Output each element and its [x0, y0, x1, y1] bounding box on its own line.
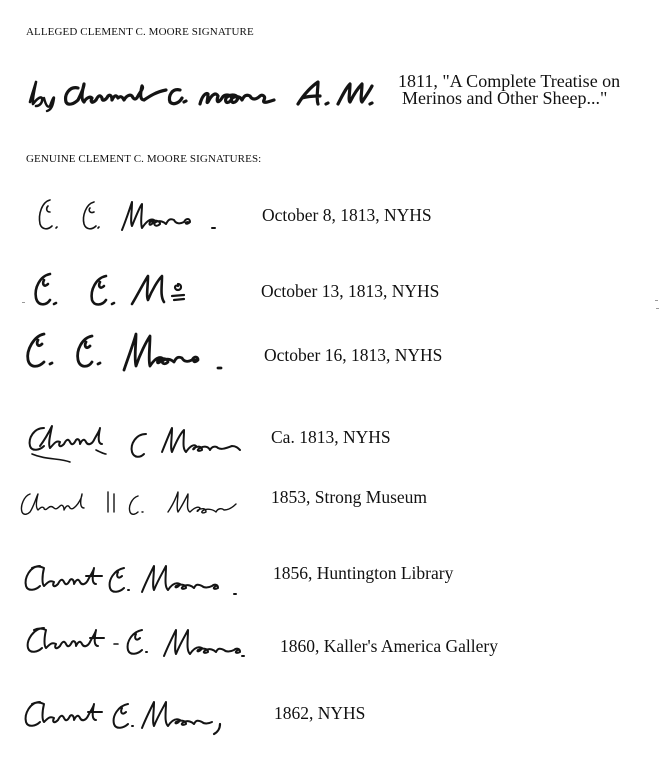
alleged-signature-image	[26, 76, 376, 112]
genuine-signature-image-1	[34, 194, 224, 238]
genuine-caption-3: October 16, 1813, NYHS	[264, 345, 443, 365]
scan-speck	[655, 300, 658, 301]
alleged-caption-line1: 1811, "A Complete Treatise on	[398, 71, 621, 91]
genuine-signature-image-7	[24, 620, 249, 664]
genuine-caption-2: October 13, 1813, NYHS	[261, 281, 440, 301]
genuine-signature-image-3	[22, 328, 242, 378]
scan-speck	[22, 302, 25, 303]
genuine-caption-6: 1856, Huntington Library	[273, 563, 454, 583]
genuine-caption-5: 1853, Strong Museum	[271, 487, 428, 507]
genuine-caption-4: Ca. 1813, NYHS	[271, 427, 391, 447]
genuine-caption-8: 1862, NYHS	[274, 703, 366, 723]
scan-speck	[656, 308, 659, 309]
genuine-signature-image-6	[22, 558, 247, 600]
genuine-caption-7: 1860, Kaller's America Gallery	[280, 636, 498, 656]
genuine-signature-image-4	[26, 420, 246, 468]
genuine-heading: GENUINE CLEMENT C. MOORE SIGNATURES:	[26, 153, 262, 165]
alleged-caption-line2: Merinos and Other Sheep..."	[402, 88, 608, 108]
genuine-signature-image-5	[18, 484, 248, 524]
genuine-signature-image-2	[28, 270, 218, 310]
alleged-caption	[398, 73, 620, 107]
genuine-caption-1: October 8, 1813, NYHS	[262, 205, 432, 225]
genuine-signature-image-8	[22, 694, 227, 738]
alleged-heading: ALLEGED CLEMENT C. MOORE SIGNATURE	[26, 26, 254, 38]
